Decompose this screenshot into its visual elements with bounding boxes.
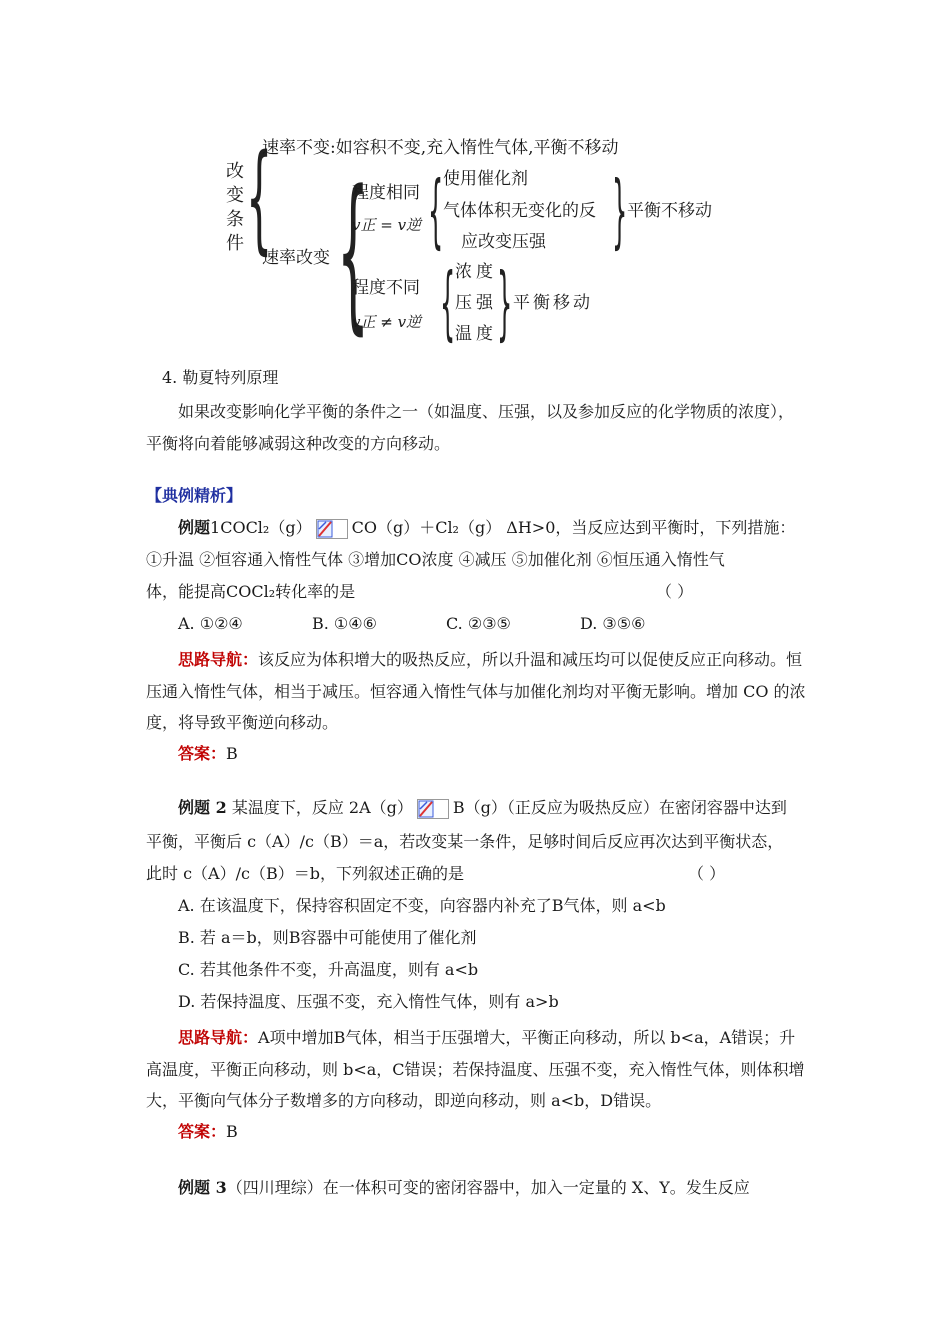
- ex3-text: （四川理综）在一体积可变的密闭容器中，加入一定量的 X、Y。发生反应: [226, 1178, 750, 1197]
- ex1-question-line3: 体，能提高COCl₂转化率的是: [146, 582, 356, 601]
- ex1-answer-paren: （ ）: [656, 582, 694, 601]
- rate-changed-label: 速率改变: [262, 248, 330, 268]
- ex1-label: 例题: [178, 518, 211, 537]
- root-brace: {: [246, 128, 273, 266]
- diff-item-temperature: 温度: [455, 324, 497, 344]
- same-equation: v正 = v逆: [352, 216, 422, 234]
- ex1-option-d: D. ③⑤⑥: [580, 614, 646, 633]
- same-item-pressure: 应改变压强: [461, 232, 546, 252]
- ex2-label: 例题 2: [178, 798, 227, 817]
- ex2-answer-label: 答案：: [178, 1122, 227, 1141]
- ex2-option-a: A. 在该温度下，保持容积固定不变，向容器内补充了B气体，则 a<b: [178, 896, 666, 915]
- same-close-brace: }: [612, 164, 628, 257]
- ex1-guide-label: 思路导航：: [178, 650, 259, 669]
- ex1-reactant: COCl₂（g）: [220, 518, 312, 537]
- reversible-arrow-icon: [417, 799, 449, 819]
- section4-body: 如果改变影响化学平衡的条件之一（如温度、压强，以及参加反应的化学物质的浓度），平衡将向着能够减弱这种改变的方向移动。: [146, 402, 795, 453]
- ex1-option-c: C. ②③⑤: [446, 614, 511, 633]
- ex1-option-b: B. ①④⑥: [312, 614, 377, 633]
- same-degree-label: 程度相同: [352, 183, 420, 203]
- ex2-guide-text: A项中增加B气体，相当于压强增大，平衡正向移动，所以 b<a，A错误；升高温度，平衡正向移动，则 b<a，C错误；若保持温度、压强不变，充入惰性气体，则体积增大，平衡向气体分子数增多的方向移动，即逆向移动，则 a<b，D错误。: [146, 1028, 805, 1110]
- ex2-guide-label: 思路导航：: [178, 1028, 259, 1047]
- diff-brace: {: [440, 256, 456, 349]
- ex2-question-line1: [178, 798, 787, 819]
- reversible-arrow-icon: [316, 519, 348, 539]
- ex2-answer-value: B: [226, 1122, 238, 1141]
- ex1-number: 1: [210, 518, 221, 537]
- diff-close-brace: }: [497, 256, 513, 349]
- ex1-question-line2: ①升温 ②恒容通入惰性气体 ③增加CO浓度 ④减压 ⑤加催化剂 ⑥恒压通入惰性气: [146, 550, 725, 569]
- ex1-guide: [146, 644, 806, 739]
- ex2-question-line2: 平衡，平衡后 c（A）/c（B）＝a，若改变某一条件，足够时间后反应再次达到平衡状态，: [146, 832, 784, 851]
- rate-changed-brace: {: [337, 154, 370, 350]
- root-label: 改变条件: [226, 161, 244, 254]
- ex1-question-line1: [178, 518, 795, 539]
- same-item-catalyst: 使用催化剂: [443, 169, 528, 189]
- ex3-question-line1: [178, 1178, 750, 1198]
- ex1-answer-label: 答案：: [178, 744, 227, 763]
- ex3-label: 例题 3: [178, 1178, 227, 1197]
- ex1-answer: [178, 744, 238, 764]
- diff-equation: v正 ≠ v逆: [352, 313, 422, 331]
- rate-unchanged-label: 速率不变:如容积不变,充入惰性气体,平衡不移动: [262, 138, 619, 158]
- diff-item-concentration: 浓度: [455, 262, 497, 282]
- ex2-option-d: D. 若保持温度、压强不变，充入惰性气体，则有 a>b: [178, 992, 559, 1011]
- ex1-option-a: A. ①②④: [178, 614, 243, 633]
- ex2-answer: [178, 1122, 238, 1142]
- section4-heading: 4. 勒夏特列原理: [162, 368, 279, 387]
- diff-degree-label: 程度不同: [352, 278, 420, 298]
- same-item-gas-volume: 气体体积无变化的反: [443, 201, 596, 221]
- ex2-question-line3: 此时 c（A）/c（B）＝b，下列叙述正确的是: [146, 864, 464, 883]
- ex2-option-c: C. 若其他条件不变，升高温度，则有 a<b: [178, 960, 479, 979]
- ex2-guide: [146, 1022, 806, 1117]
- same-result: 平衡不移动: [627, 201, 712, 221]
- examples-title: 【典例精析】: [146, 486, 243, 505]
- diff-item-pressure: 压强: [455, 293, 497, 313]
- ex1-products: CO（g）＋Cl₂（g） ΔH>0，当反应达到平衡时，下列措施：: [351, 518, 796, 537]
- ex1-answer-value: B: [226, 744, 238, 763]
- ex1-guide-text: 该反应为体积增大的吸热反应，所以升温和减压均可以促使反应正向移动。恒压通入惰性气体，相当于减压。恒容通入惰性气体与加催化剂均对平衡无影响。增加 CO 的浓度，将导致平衡逆向移动。: [146, 650, 806, 732]
- same-brace: {: [428, 164, 444, 257]
- ex2-q2: B（g）（正反应为吸热反应）在密闭容器中达到: [452, 798, 787, 817]
- diff-result: 平衡移动: [513, 293, 593, 313]
- ex2-option-b: B. 若 a＝b，则B容器中可能使用了催化剂: [178, 928, 477, 947]
- ex2-q1: 某温度下，反应 2A（g）: [231, 798, 413, 817]
- ex2-answer-paren: （ ）: [688, 864, 726, 883]
